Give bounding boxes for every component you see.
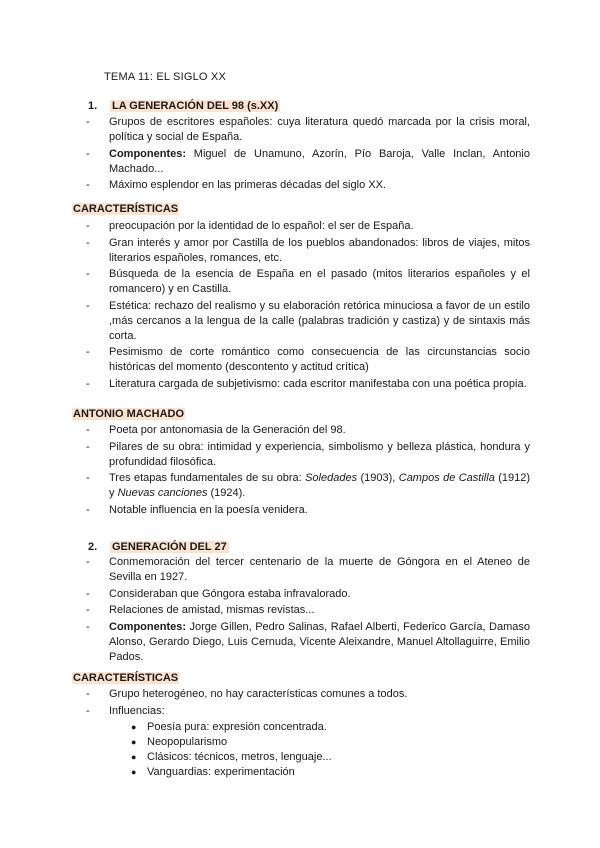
list-item: - Gran interés y amor por Castilla de los pueblos abandonados: libros de viajes, mitos literarios españoles, romances, etc.	[72, 236, 530, 266]
etapas-text: (1903),	[357, 472, 399, 484]
componentes-text: Miguel de Unamuno, Azorín, Pío Baroja, Valle Inclan, Antonio Machado...	[109, 147, 530, 175]
bullet-item: ● Vanguardias: experimentación	[131, 765, 530, 780]
section-2-heading	[88, 541, 229, 553]
document-title: TEMA 11: EL SIGLO XX	[104, 71, 226, 83]
influencias-list	[131, 720, 530, 780]
componentes-label: Componentes:	[109, 147, 186, 160]
componentes-text: Jorge Gillen, Pedro Salinas, Rafael Alberti, Federico García, Damaso Alonso, Gerardo Diego, Luis Cernuda, Vicente Aleixandre, Manuel Altollaguirre, Emilio Pados.	[109, 620, 530, 663]
list-item	[72, 620, 530, 665]
list-item: - Literatura cargada de subjetivismo: cada escritor manifestaba con una poética propia.	[72, 377, 530, 392]
section-1-heading	[88, 100, 280, 112]
work-title: Soledades	[305, 472, 358, 484]
section-2-title: GENERACIÓN DEL 27	[112, 541, 227, 553]
list-item: - Conmemoración del tercer centenario de la muerte de Góngora en el Ateneo de Sevilla en 1927.	[72, 555, 530, 585]
list-item: - Pesimismo de corte romántico como consecuencia de las circunstancias socio históricas del momento (descontento y actitud crítica)	[72, 345, 530, 375]
bullet-item: ● Neopopularismo	[131, 735, 530, 750]
section-1-title: LA GENERACIÓN DEL 98 (s.XX)	[112, 100, 279, 112]
etapas-prefix: Tres etapas fundamentales de su obra:	[109, 472, 306, 484]
list-item: - Estética: rechazo del realismo y su elaboración retórica minuciosa a favor de un estilo ,más cercanos a la lengua de la calle (palabras tradición y castiza) y de sintaxis más corta.	[72, 299, 530, 344]
etapas-text: (1912) y	[109, 472, 531, 499]
list-item	[72, 147, 530, 177]
list-item: - Máximo esplendor en las primeras décadas del siglo XX.	[72, 178, 530, 193]
list-item: - Consideraban que Góngora estaba infravalorado.	[72, 587, 530, 602]
list-item: - Notable influencia en la poesía venidera.	[72, 503, 530, 518]
section-2-list	[72, 555, 530, 666]
caracteristicas-heading: CARACTERÍSTICAS	[73, 672, 179, 684]
list-item: - Grupos de escritores españoles: cuya literatura quedó marcada por la crisis moral, política y social de España.	[72, 115, 530, 145]
list-item: - Poeta por antonomasia de la Generación del 98.	[72, 423, 530, 438]
list-item	[72, 471, 530, 501]
caracteristicas-heading: CARACTERÍSTICAS	[73, 203, 179, 215]
list-item	[72, 704, 530, 780]
section-2-number: 2.	[88, 541, 98, 553]
bullet-item: ● Poesía pura: expresión concentrada.	[131, 720, 530, 735]
bullet-item: ● Clásicos: técnicos, metros, lenguaje...	[131, 750, 530, 765]
section-1-number: 1.	[88, 100, 98, 112]
componentes-label: Componentes:	[109, 620, 186, 633]
etapas-text: (1924).	[207, 487, 246, 499]
machado-list	[72, 423, 530, 519]
list-item: - Grupo heterogéneo, no hay características comunes a todos.	[72, 687, 530, 702]
list-item: - Relaciones de amistad, mismas revistas...	[72, 603, 530, 618]
influencias-label: Influencias:	[109, 704, 165, 717]
work-title: Campos de Castilla	[398, 472, 495, 484]
caracteristicas-2-list	[72, 687, 530, 781]
work-title: Nuevas canciones	[117, 487, 208, 499]
list-item: - Búsqueda de la esencia de España en el pasado (mitos literarios españoles y el romancero) y en Castilla.	[72, 267, 530, 297]
list-item: - Pilares de su obra: intimidad y experiencia, simbolismo y belleza plástica, hondura y profundidad filosófica.	[72, 440, 530, 470]
list-item: - preocupación por la identidad de lo español: el ser de España.	[72, 219, 530, 234]
section-1-list	[72, 115, 530, 195]
machado-heading: ANTONIO MACHADO	[73, 408, 185, 420]
caracteristicas-1-list	[72, 219, 530, 393]
